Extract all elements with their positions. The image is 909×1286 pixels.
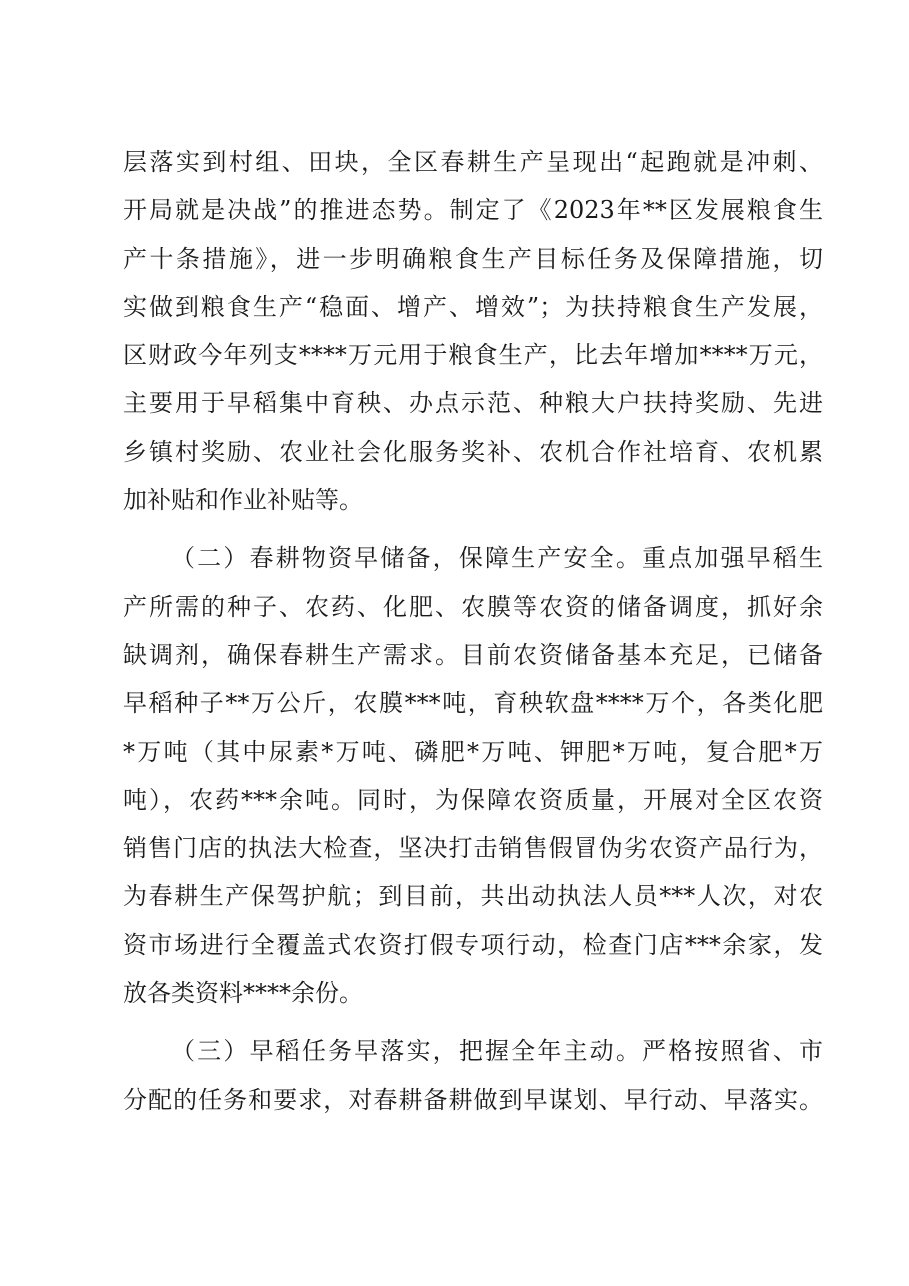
text-line: 放各类资料****余份。 [123,979,363,1008]
text-line: 为春耕生产保驾护航；到目前，共出动执法人员***人次，对农 [123,882,823,911]
paragraph-spacer [123,1017,823,1027]
text-line: 区财政今年列支****万元用于粮食生产，比去年增加****万元， [123,341,823,370]
text-line: （三）早稻任务早落实，把握全年主动。严格按照省、市 [171,1037,823,1066]
paragraph-3 [123,1027,823,1124]
paragraph-spacer [123,524,823,534]
text-line: 产所需的种子、农药、化肥、农膜等农资的储备调度，抓好余 [123,592,823,621]
text-line: 资市场进行全覆盖式农资打假专项行动，检查门店***余家，发 [123,930,823,959]
text-line: 主要用于早稻集中育秧、办点示范、种粮大户扶持奖励、先进 [123,389,823,418]
text-line: 乡镇村奖励、农业社会化服务奖补、农机合作社培育、农机累 [123,437,823,466]
document-body [123,138,823,1124]
text-line: 吨），农药***余吨。同时，为保障农资质量，开展对全区农资 [123,785,823,814]
text-line: 实做到粮食生产“稳面、增产、增效”；为扶持粮食生产发展， [123,292,823,321]
text-line: *万吨（其中尿素*万吨、磷肥*万吨、钾肥*万吨，复合肥*万 [123,737,823,766]
text-line: 加补贴和作业补贴等。 [123,486,363,515]
text-line: 层落实到村组、田块，全区春耕生产呈现出“起跑就是冲刺、 [123,148,823,176]
text-line: （二）春耕物资早储备，保障生产安全。重点加强早稻生 [171,544,823,573]
text-line: 缺调剂，确保春耕生产需求。目前农资储备基本充足，已储备 [123,640,823,669]
text-line: 产十条措施》，进一步明确粮食生产目标任务及保障措施，切 [123,244,823,273]
text-line: 早稻种子**万公斤，农膜***吨，育秧软盘****万个，各类化肥 [123,689,823,718]
paragraph-2 [123,534,823,1017]
text-line: 销售门店的执法大检查，坚决打击销售假冒伪劣农资产品行为， [123,834,823,863]
text-line: 分配的任务和要求，对春耕备耕做到早谋划、早行动、早落实。 [123,1085,823,1114]
text-line: 开局就是决战”的推进态势。制定了《2023年**区发展粮食生 [123,196,823,225]
paragraph-1 [123,138,823,524]
